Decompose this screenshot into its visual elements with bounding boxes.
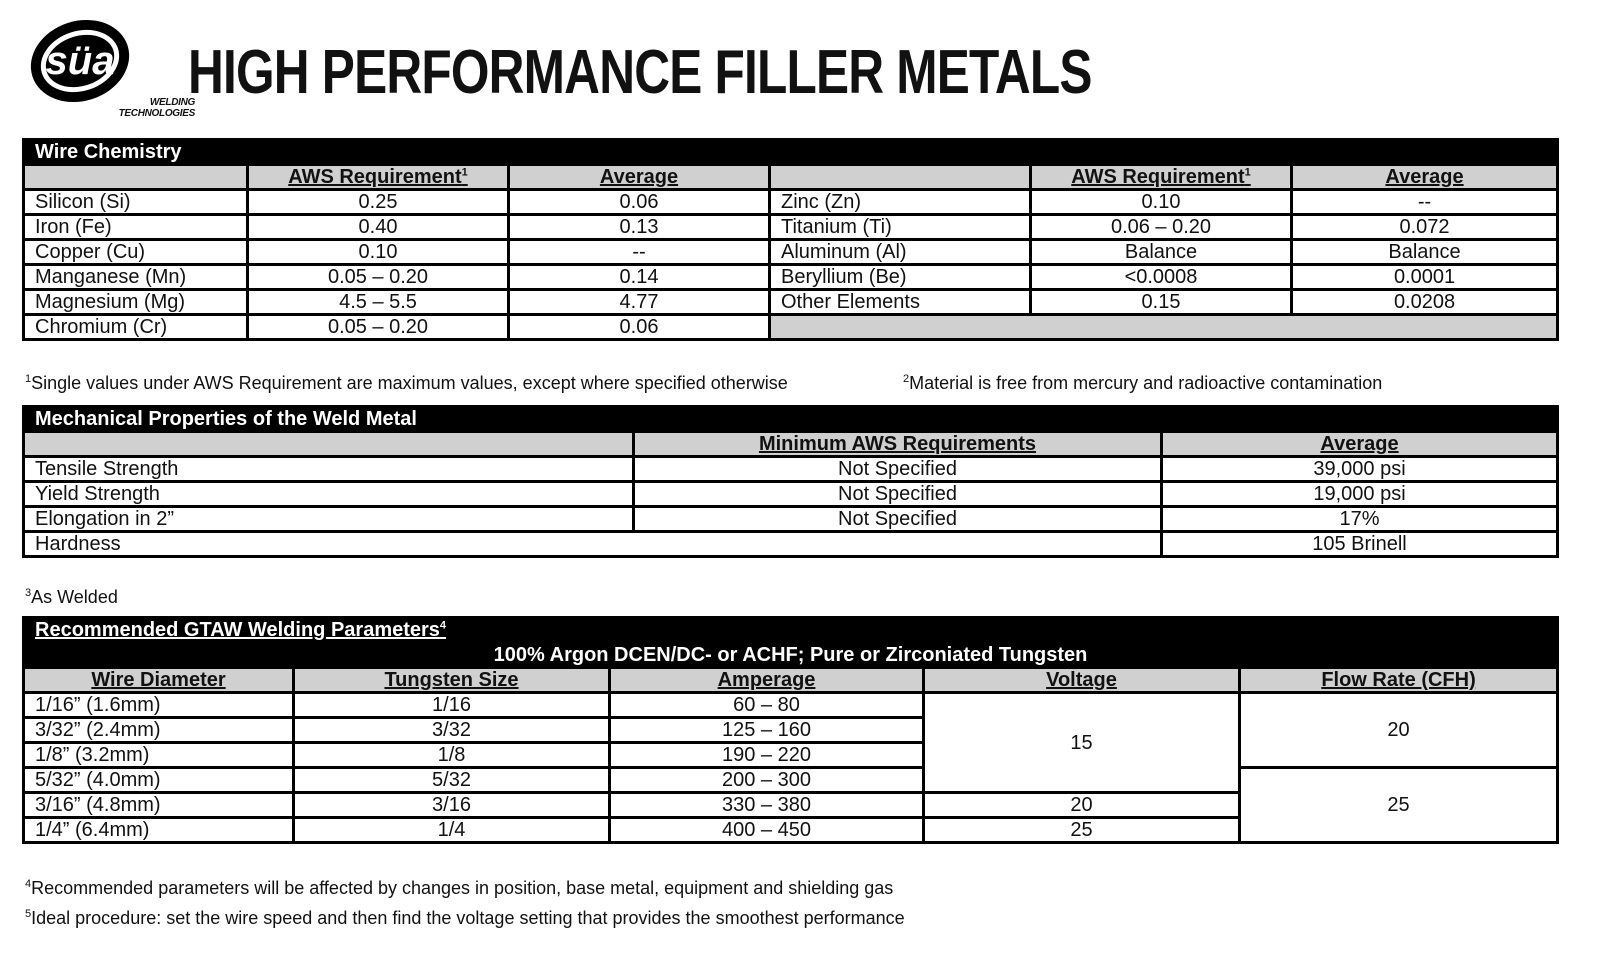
- column-header-row: [24, 165, 1558, 190]
- tungsten-size: 5/32: [294, 768, 610, 793]
- element-name: Beryllium (Be): [770, 265, 1031, 290]
- average-value: 0.072: [1292, 215, 1558, 240]
- element-name: Aluminum (Al): [770, 240, 1031, 265]
- tungsten-size: 3/32: [294, 718, 610, 743]
- flow-rate-value: 20: [1240, 693, 1558, 768]
- footnote-1: $^1$Single values under AWS Requirement are maximum values, except where specified otherwise: [25, 373, 788, 393]
- voltage-value: 25: [924, 818, 1240, 843]
- voltage-value: 20: [924, 793, 1240, 818]
- average-value: 0.06: [509, 190, 770, 215]
- aws-value: 0.05 – 0.20: [248, 265, 509, 290]
- voltage-header: Voltage: [924, 668, 1240, 693]
- average-header: Average: [509, 165, 770, 190]
- logo-subtitle: [113, 97, 195, 119]
- average-value: Balance: [1292, 240, 1558, 265]
- blank-header: [24, 165, 248, 190]
- table-row: [24, 290, 1558, 315]
- property-name: Yield Strength: [24, 482, 634, 507]
- blank-header: [770, 165, 1031, 190]
- footnote-3: $^3$As Welded: [25, 587, 118, 607]
- flow-rate-value: 25: [1240, 768, 1558, 843]
- aws-value: Balance: [1031, 240, 1292, 265]
- wire-chemistry-title: Wire Chemistry: [24, 140, 1558, 165]
- element-name: Iron (Fe): [24, 215, 248, 240]
- average-value: --: [509, 240, 770, 265]
- wire-chemistry-table: [22, 138, 1559, 341]
- element-name: Silicon (Si): [24, 190, 248, 215]
- aws-value: 0.40: [248, 215, 509, 240]
- logo-sub-technologies: TECHNOLOGIES: [118, 108, 195, 119]
- amperage-value: 190 – 220: [610, 743, 924, 768]
- element-name: Copper (Cu): [24, 240, 248, 265]
- tungsten-size: 1/8: [294, 743, 610, 768]
- footnote-2: $^2$Material is free from mercury and radioactive contamination: [903, 373, 1383, 393]
- element-name: Chromium (Cr): [24, 315, 248, 340]
- table-row: [24, 482, 1558, 507]
- table-row: [24, 532, 1558, 557]
- wire-diameter: 5/32” (4.0mm): [24, 768, 294, 793]
- mechanical-properties-table: [22, 405, 1559, 558]
- blank-header: [24, 432, 634, 457]
- aws-value: 4.5 – 5.5: [248, 290, 509, 315]
- gtaw-title: Recommended GTAW Welding Parameters$^4$: [24, 618, 1558, 643]
- average-value: 0.0208: [1292, 290, 1558, 315]
- minimum-value: Not Specified: [634, 457, 1162, 482]
- amperage-header: Amperage: [610, 668, 924, 693]
- mechanical-title: Mechanical Properties of the Weld Metal: [24, 407, 1558, 432]
- amperage-value: 400 – 450: [610, 818, 924, 843]
- average-value: 4.77: [509, 290, 770, 315]
- gtaw-parameters-table: [22, 616, 1559, 844]
- element-name: Magnesium (Mg): [24, 290, 248, 315]
- wire-diameter: 3/16” (4.8mm): [24, 793, 294, 818]
- empty-filler-cell: [770, 315, 1558, 340]
- logo-sub-welding: WELDING: [149, 97, 195, 108]
- average-value: 0.13: [509, 215, 770, 240]
- sua-logo: [25, 14, 195, 122]
- hardness-label: Hardness: [24, 532, 1162, 557]
- element-name: Titanium (Ti): [770, 215, 1031, 240]
- section-subheader: [24, 643, 1558, 668]
- average-value: 0.0001: [1292, 265, 1558, 290]
- aws-value: 0.10: [248, 240, 509, 265]
- section-header: [24, 140, 1558, 165]
- amperage-value: 200 – 300: [610, 768, 924, 793]
- average-value: 0.06: [509, 315, 770, 340]
- average-header: Average: [1162, 432, 1558, 457]
- average-value: 17%: [1162, 507, 1558, 532]
- footnote-4: $^4$Recommended parameters will be affected by changes in position, base metal, equipment and shielding gas: [25, 878, 894, 898]
- table-row: [24, 265, 1558, 290]
- average-value: --: [1292, 190, 1558, 215]
- aws-requirement-header: AWS Requirement$^1$: [1031, 165, 1292, 190]
- flow-rate-header: Flow Rate (CFH): [1240, 668, 1558, 693]
- minimum-value: Not Specified: [634, 482, 1162, 507]
- amperage-value: 125 – 160: [610, 718, 924, 743]
- voltage-value: 15: [924, 693, 1240, 793]
- element-name: Other Elements: [770, 290, 1031, 315]
- aws-value: <0.0008: [1031, 265, 1292, 290]
- average-header: Average: [1292, 165, 1558, 190]
- table-row: [24, 693, 1558, 718]
- tungsten-size-header: Tungsten Size: [294, 668, 610, 693]
- tungsten-size: 1/16: [294, 693, 610, 718]
- table-row: [24, 190, 1558, 215]
- average-value: 39,000 psi: [1162, 457, 1558, 482]
- element-name: Manganese (Mn): [24, 265, 248, 290]
- tungsten-size: 3/16: [294, 793, 610, 818]
- column-header-row: [24, 432, 1558, 457]
- aws-value: 0.06 – 0.20: [1031, 215, 1292, 240]
- aws-value: 0.15: [1031, 290, 1292, 315]
- aws-value: 0.25: [248, 190, 509, 215]
- section-header: [24, 407, 1558, 432]
- aws-requirement-header: AWS Requirement$^1$: [248, 165, 509, 190]
- section-header: [24, 618, 1558, 643]
- minimum-value: Not Specified: [634, 507, 1162, 532]
- gtaw-subtitle: 100% Argon DCEN/DC- or ACHF; Pure or Zirconiated Tungsten: [24, 643, 1558, 668]
- page-title: HIGH PERFORMANCE FILLER METALS: [188, 38, 1092, 107]
- wire-diameter: 3/32” (2.4mm): [24, 718, 294, 743]
- svg-text:süa: süa: [45, 39, 115, 83]
- average-value: 0.14: [509, 265, 770, 290]
- hardness-value: 105 Brinell: [1162, 532, 1558, 557]
- table-row: [24, 315, 1558, 340]
- wire-diameter: 1/16” (1.6mm): [24, 693, 294, 718]
- wire-diameter: 1/8” (3.2mm): [24, 743, 294, 768]
- property-name: Elongation in 2”: [24, 507, 634, 532]
- amperage-value: 330 – 380: [610, 793, 924, 818]
- table-row: [24, 240, 1558, 265]
- wire-diameter-header: Wire Diameter: [24, 668, 294, 693]
- table-row: [24, 457, 1558, 482]
- amperage-value: 60 – 80: [610, 693, 924, 718]
- element-name: Zinc (Zn): [770, 190, 1031, 215]
- wire-diameter: 1/4” (6.4mm): [24, 818, 294, 843]
- aws-value: 0.05 – 0.20: [248, 315, 509, 340]
- footnote-5: $^5$Ideal procedure: set the wire speed and then find the voltage setting that provides the smoothest performance: [25, 908, 905, 928]
- aws-value: 0.10: [1031, 190, 1292, 215]
- tungsten-size: 1/4: [294, 818, 610, 843]
- minimum-aws-header: Minimum AWS Requirements: [634, 432, 1162, 457]
- average-value: 19,000 psi: [1162, 482, 1558, 507]
- column-header-row: [24, 668, 1558, 693]
- header: [25, 14, 1225, 124]
- table-row: [24, 215, 1558, 240]
- table-row: [24, 507, 1558, 532]
- table-row: [24, 768, 1558, 793]
- property-name: Tensile Strength: [24, 457, 634, 482]
